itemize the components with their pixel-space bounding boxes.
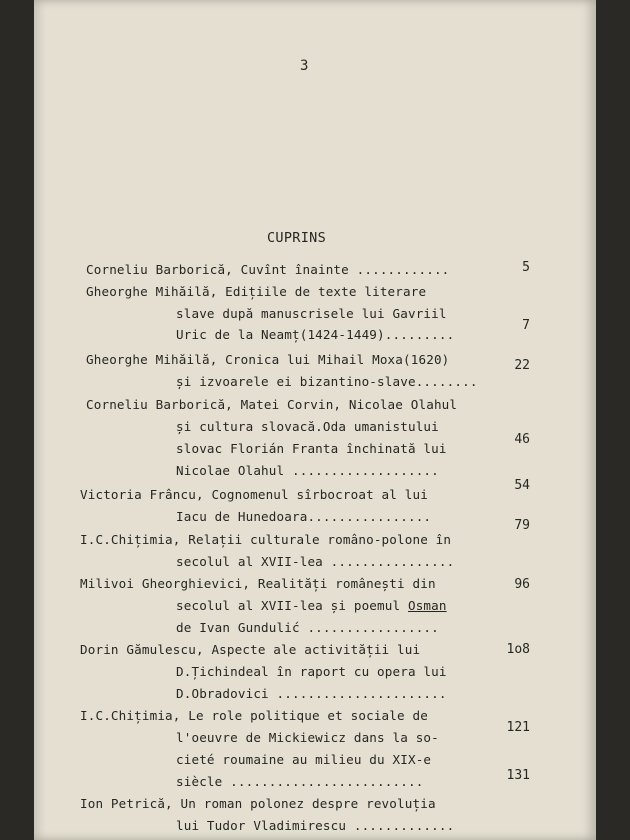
- toc-entry-line: Victoria Frâncu, Cognomenul sîrbocroat al lui: [80, 487, 428, 502]
- toc-entry-line: Corneliu Barborică, Matei Corvin, Nicolae Olahul: [86, 397, 458, 412]
- toc-entry-line: siècle .........................: [176, 774, 424, 789]
- toc-entry-line: de Ivan Gundulić .................: [176, 620, 439, 635]
- toc-page-ref: 46: [514, 432, 530, 447]
- toc-entry-line: Gheorghe Mihăilă, Cronica lui Mihail Moxa(1620): [86, 352, 450, 367]
- toc-entry-line: l'oeuvre de Mickiewicz dans la so-: [176, 730, 439, 745]
- book-page: [34, 0, 596, 840]
- toc-entry-line: Ion Petrică, Un roman polonez despre revoluția: [80, 796, 436, 811]
- toc-entry-line: D.Țichindeal în raport cu opera lui: [176, 664, 447, 679]
- toc-entry-line: cieté roumaine au milieu du XIX-e: [176, 752, 432, 767]
- toc-entry-line: slave după manuscrisele lui Gavriil: [176, 306, 447, 321]
- toc-title: CUPRINS: [267, 230, 326, 246]
- toc-entry-line: Iacu de Hunedoara................: [176, 509, 432, 524]
- toc-entry-line: Milivoi Gheorghievici, Realități românești din: [80, 576, 436, 591]
- toc-entry-line: I.C.Chițimia, Relații culturale româno-polone în: [80, 532, 452, 547]
- toc-page-ref: 22: [514, 358, 530, 373]
- toc-page-ref: 54: [514, 478, 530, 493]
- toc-entry-line: slovac Florián Franta închinată lui: [176, 441, 447, 456]
- toc-entry-line: și izvoarele ei bizantino-slave........: [176, 374, 478, 389]
- toc-entry-line: lui Tudor Vladimirescu .............: [176, 818, 455, 833]
- toc-entry-line: I.C.Chițimia, Le role politique et sociale de: [80, 708, 428, 723]
- toc-entry-line: Corneliu Barborică, Cuvînt înainte ............: [86, 262, 450, 277]
- toc-entry-line: Uric de la Neamț(1424-1449).........: [176, 327, 455, 342]
- toc-entry-line: secolul al XVII-lea și poemul Osman: [176, 598, 447, 613]
- toc-page-ref: 121: [506, 720, 530, 735]
- toc-entry-line: și cultura slovacă.Oda umanistului: [176, 419, 439, 434]
- page-number: 3: [300, 58, 309, 74]
- toc-entry-line: Gheorghe Mihăilă, Edițiile de texte literare: [86, 284, 427, 299]
- toc-page-ref: 1o8: [506, 642, 530, 657]
- toc-page-ref: 131: [506, 768, 530, 783]
- toc-page-ref: 96: [514, 577, 530, 592]
- toc-entry-line: Dorin Gămulescu, Aspecte ale activității lui: [80, 642, 421, 657]
- toc-page-ref: 7: [522, 318, 530, 333]
- toc-entry-line: Nicolae Olahul ...................: [176, 463, 439, 478]
- underlined-title: Osman: [407, 598, 447, 613]
- toc-page-ref: 5: [522, 260, 530, 275]
- toc-page-ref: 79: [514, 518, 530, 533]
- toc-entry-line: D.Obradovici ......................: [176, 686, 447, 701]
- toc-entry-line: secolul al XVII-lea ................: [176, 554, 455, 569]
